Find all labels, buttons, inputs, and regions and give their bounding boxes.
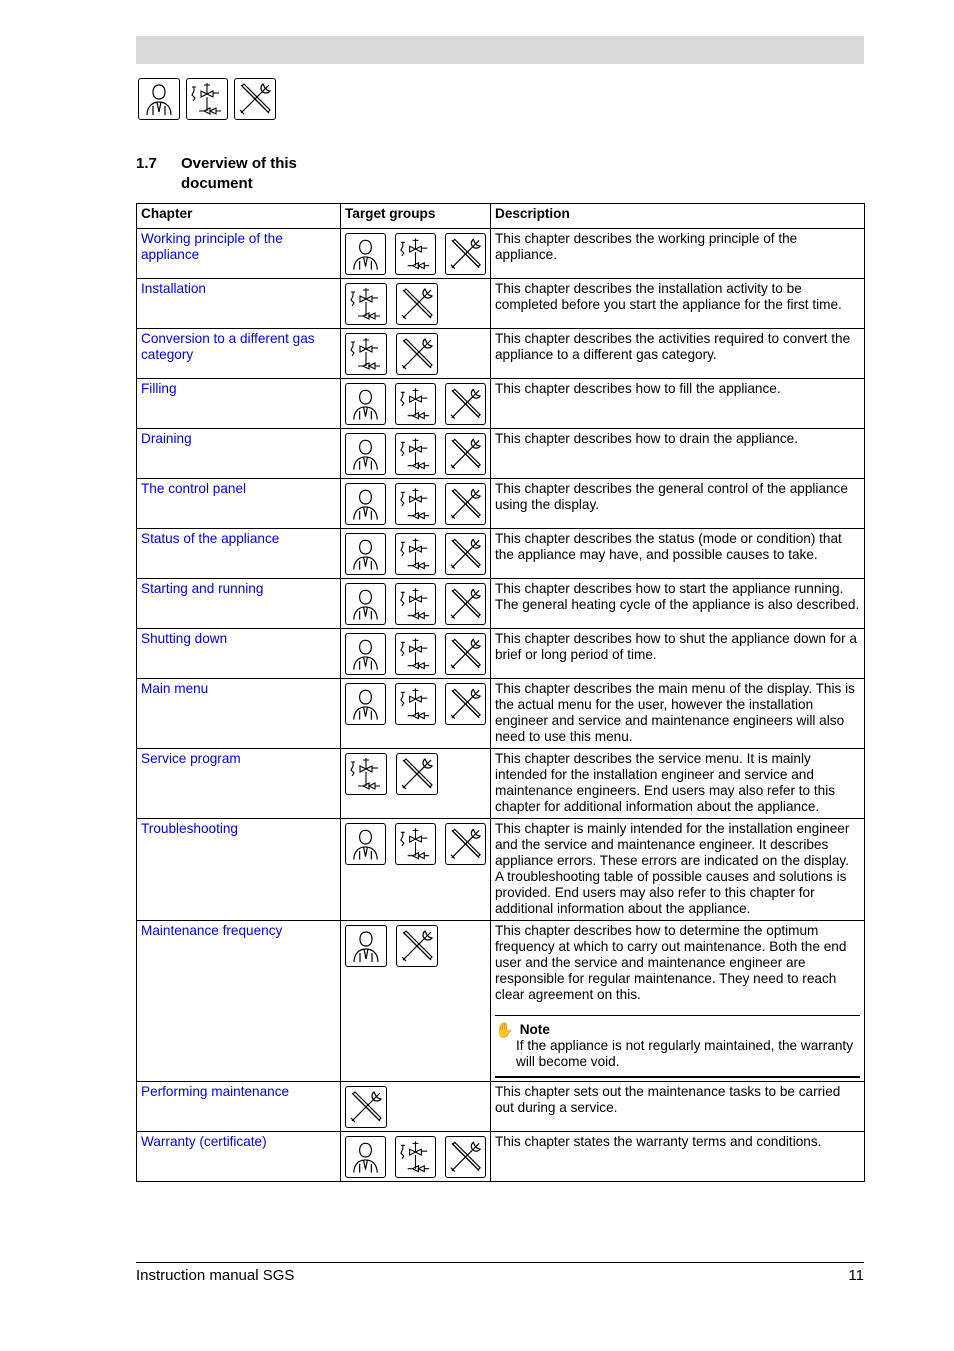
installer-icon — [395, 383, 436, 425]
installer-icon — [395, 583, 436, 625]
chapter-cell — [137, 921, 341, 1082]
installer-icon — [395, 1136, 436, 1178]
chapter-link[interactable]: The control panel — [141, 481, 247, 496]
note-text: If the appliance is not regularly maintained, the warranty will become void. — [516, 1038, 854, 1069]
chapter-link[interactable]: Filling — [141, 381, 177, 396]
service-icon — [345, 1086, 387, 1128]
service-icon — [445, 383, 486, 425]
description-text: This chapter describes how to fill the appliance. — [495, 381, 781, 396]
service-icon — [445, 433, 486, 475]
installer-icon — [395, 683, 436, 725]
target-groups-cell — [341, 329, 491, 379]
installer-icon — [395, 633, 436, 675]
description-cell — [491, 329, 865, 379]
column-header-target-groups: Target groups — [341, 204, 491, 229]
service-icon — [445, 1136, 486, 1178]
description-cell — [491, 749, 865, 819]
chapter-cell — [137, 529, 341, 579]
target-groups-cell — [341, 1132, 491, 1182]
chapter-cell — [137, 329, 341, 379]
target-groups-cell — [341, 629, 491, 679]
user-icon — [345, 233, 386, 275]
description-text: This chapter describes how to shut the appliance down for a brief or long period of time. — [495, 631, 857, 662]
note-box — [495, 1015, 860, 1078]
table-row — [137, 629, 865, 679]
description-cell — [491, 1082, 865, 1132]
chapter-cell — [137, 819, 341, 921]
target-groups-cell — [341, 679, 491, 749]
chapter-cell — [137, 749, 341, 819]
chapter-cell — [137, 629, 341, 679]
table-row — [137, 529, 865, 579]
note-title: Note — [519, 1022, 550, 1037]
description-cell — [491, 229, 865, 279]
description-cell — [491, 429, 865, 479]
table-row — [137, 329, 865, 379]
service-icon — [445, 823, 486, 865]
chapter-cell — [137, 229, 341, 279]
chapter-cell — [137, 279, 341, 329]
table-row — [137, 279, 865, 329]
user-icon — [345, 583, 386, 625]
user-icon — [345, 1136, 386, 1178]
chapter-link[interactable]: Installation — [141, 281, 206, 296]
footer-divider — [136, 1262, 864, 1263]
chapter-cell — [137, 1082, 341, 1132]
installer-icon — [395, 533, 436, 575]
service-icon — [445, 633, 486, 675]
header-bar — [136, 36, 864, 64]
table-row — [137, 579, 865, 629]
service-icon — [445, 483, 486, 525]
target-groups-cell — [341, 921, 491, 1082]
table-row — [137, 679, 865, 749]
description-text: This chapter describes how to start the appliance running. The general heating cycle of the appliance is also described. — [495, 581, 860, 612]
target-groups-cell — [341, 819, 491, 921]
user-icon — [138, 78, 180, 120]
description-text: This chapter describes how to drain the appliance. — [495, 431, 799, 446]
chapter-link[interactable]: Warranty (certificate) — [141, 1134, 267, 1149]
target-groups-cell — [341, 579, 491, 629]
chapter-link[interactable]: Working principle of the appliance — [141, 231, 283, 262]
description-cell — [491, 819, 865, 921]
service-icon — [234, 78, 276, 120]
service-icon — [445, 533, 486, 575]
overview-table — [136, 203, 865, 1182]
description-text: This chapter describes the activities required to convert the appliance to a different gas category. — [495, 331, 851, 362]
section-title: Overview of this document — [181, 155, 297, 192]
service-icon — [445, 233, 486, 275]
user-icon — [345, 925, 387, 967]
service-icon — [445, 683, 486, 725]
description-text: This chapter describes how to determine the optimum frequency at which to carry out maintenance. Both the end user and the service and maintenance engineer are responsible for regular maintenance. They need to reach clear agreement on this. — [495, 923, 847, 1002]
table-row — [137, 819, 865, 921]
table-row — [137, 921, 865, 1082]
description-text: This chapter describes the status (mode or condition) that the appliance may have, and possible causes to take. — [495, 531, 842, 562]
table-row — [137, 749, 865, 819]
chapter-cell — [137, 379, 341, 429]
target-groups-cell — [341, 229, 491, 279]
table-row — [137, 379, 865, 429]
target-groups-cell — [341, 1082, 491, 1132]
chapter-cell — [137, 1132, 341, 1182]
chapter-link[interactable]: Main menu — [141, 681, 209, 696]
user-icon — [345, 433, 386, 475]
chapter-link[interactable]: Draining — [141, 431, 192, 446]
description-cell — [491, 379, 865, 429]
description-cell — [491, 679, 865, 749]
chapter-cell — [137, 679, 341, 749]
description-text: This chapter describes the main menu of the display. This is the actual menu for the user, however the installation engineer and service and maintenance engineers will also need to use this menu. — [495, 681, 855, 744]
service-icon — [396, 333, 438, 375]
target-groups-cell — [341, 749, 491, 819]
target-group-icons — [138, 78, 276, 120]
description-text: This chapter is mainly intended for the installation engineer and the service and maintenance engineer. It describes appliance errors. These errors are indicated on the display. A troubleshooting table of possible causes and solutions is provided. End users may also refer to this chapter for additional information about the appliance. — [495, 821, 850, 916]
installer-icon — [186, 78, 228, 120]
table-row — [137, 479, 865, 529]
description-cell — [491, 1132, 865, 1182]
chapter-link[interactable]: Performing maintenance — [141, 1084, 290, 1099]
target-groups-cell — [341, 479, 491, 529]
description-cell — [491, 629, 865, 679]
user-icon — [345, 383, 386, 425]
description-text: This chapter describes the working principle of the appliance. — [495, 231, 798, 262]
footer-document-title: Instruction manual SGS — [136, 1267, 295, 1284]
target-groups-cell — [341, 279, 491, 329]
chapter-link[interactable]: Maintenance frequency — [141, 923, 283, 938]
description-cell — [491, 279, 865, 329]
chapter-link[interactable]: Shutting down — [141, 631, 228, 646]
installer-icon — [345, 283, 387, 325]
service-icon — [396, 753, 438, 795]
column-header-chapter: Chapter — [137, 204, 341, 229]
installer-icon — [345, 333, 387, 375]
description-cell — [491, 921, 865, 1082]
table-row — [137, 229, 865, 279]
description-text: This chapter describes the installation activity to be completed before you start the appliance for the first time. — [495, 281, 842, 312]
hand-pointer-icon: ✋ — [495, 1021, 514, 1039]
description-text: This chapter sets out the maintenance tasks to be carried out during a service. — [495, 1084, 841, 1115]
table-row — [137, 1132, 865, 1182]
chapter-link[interactable]: Starting and running — [141, 581, 264, 596]
chapter-link[interactable]: Troubleshooting — [141, 821, 238, 836]
service-icon — [396, 925, 438, 967]
description-text: This chapter describes the general control of the appliance using the display. — [495, 481, 848, 512]
target-groups-cell — [341, 429, 491, 479]
user-icon — [345, 823, 386, 865]
description-cell — [491, 579, 865, 629]
description-text: This chapter describes the service menu. It is mainly intended for the installation engineer and service and maintenance engineers. End users may also refer to this chapter for additional information about the appliance. — [495, 751, 836, 814]
chapter-link[interactable]: Service program — [141, 751, 241, 766]
service-icon — [396, 283, 438, 325]
chapter-link[interactable]: Conversion to a different gas category — [141, 331, 315, 362]
user-icon — [345, 533, 386, 575]
installer-icon — [395, 483, 436, 525]
user-icon — [345, 683, 386, 725]
description-text: This chapter states the warranty terms and conditions. — [495, 1134, 822, 1149]
installer-icon — [345, 753, 387, 795]
table-row — [137, 429, 865, 479]
description-cell — [491, 479, 865, 529]
chapter-cell — [137, 579, 341, 629]
service-icon — [445, 583, 486, 625]
chapter-cell — [137, 429, 341, 479]
installer-icon — [395, 233, 436, 275]
chapter-cell — [137, 479, 341, 529]
target-groups-cell — [341, 379, 491, 429]
column-header-description: Description — [491, 204, 865, 229]
installer-icon — [395, 823, 436, 865]
user-icon — [345, 633, 386, 675]
table-row — [137, 1082, 865, 1132]
installer-icon — [395, 433, 436, 475]
chapter-link[interactable]: Status of the appliance — [141, 531, 280, 546]
description-cell — [491, 529, 865, 579]
target-groups-cell — [341, 529, 491, 579]
user-icon — [345, 483, 386, 525]
page-number: 11 — [848, 1267, 864, 1284]
table-header-row — [137, 204, 865, 229]
section-number: 1.7 — [136, 155, 157, 172]
